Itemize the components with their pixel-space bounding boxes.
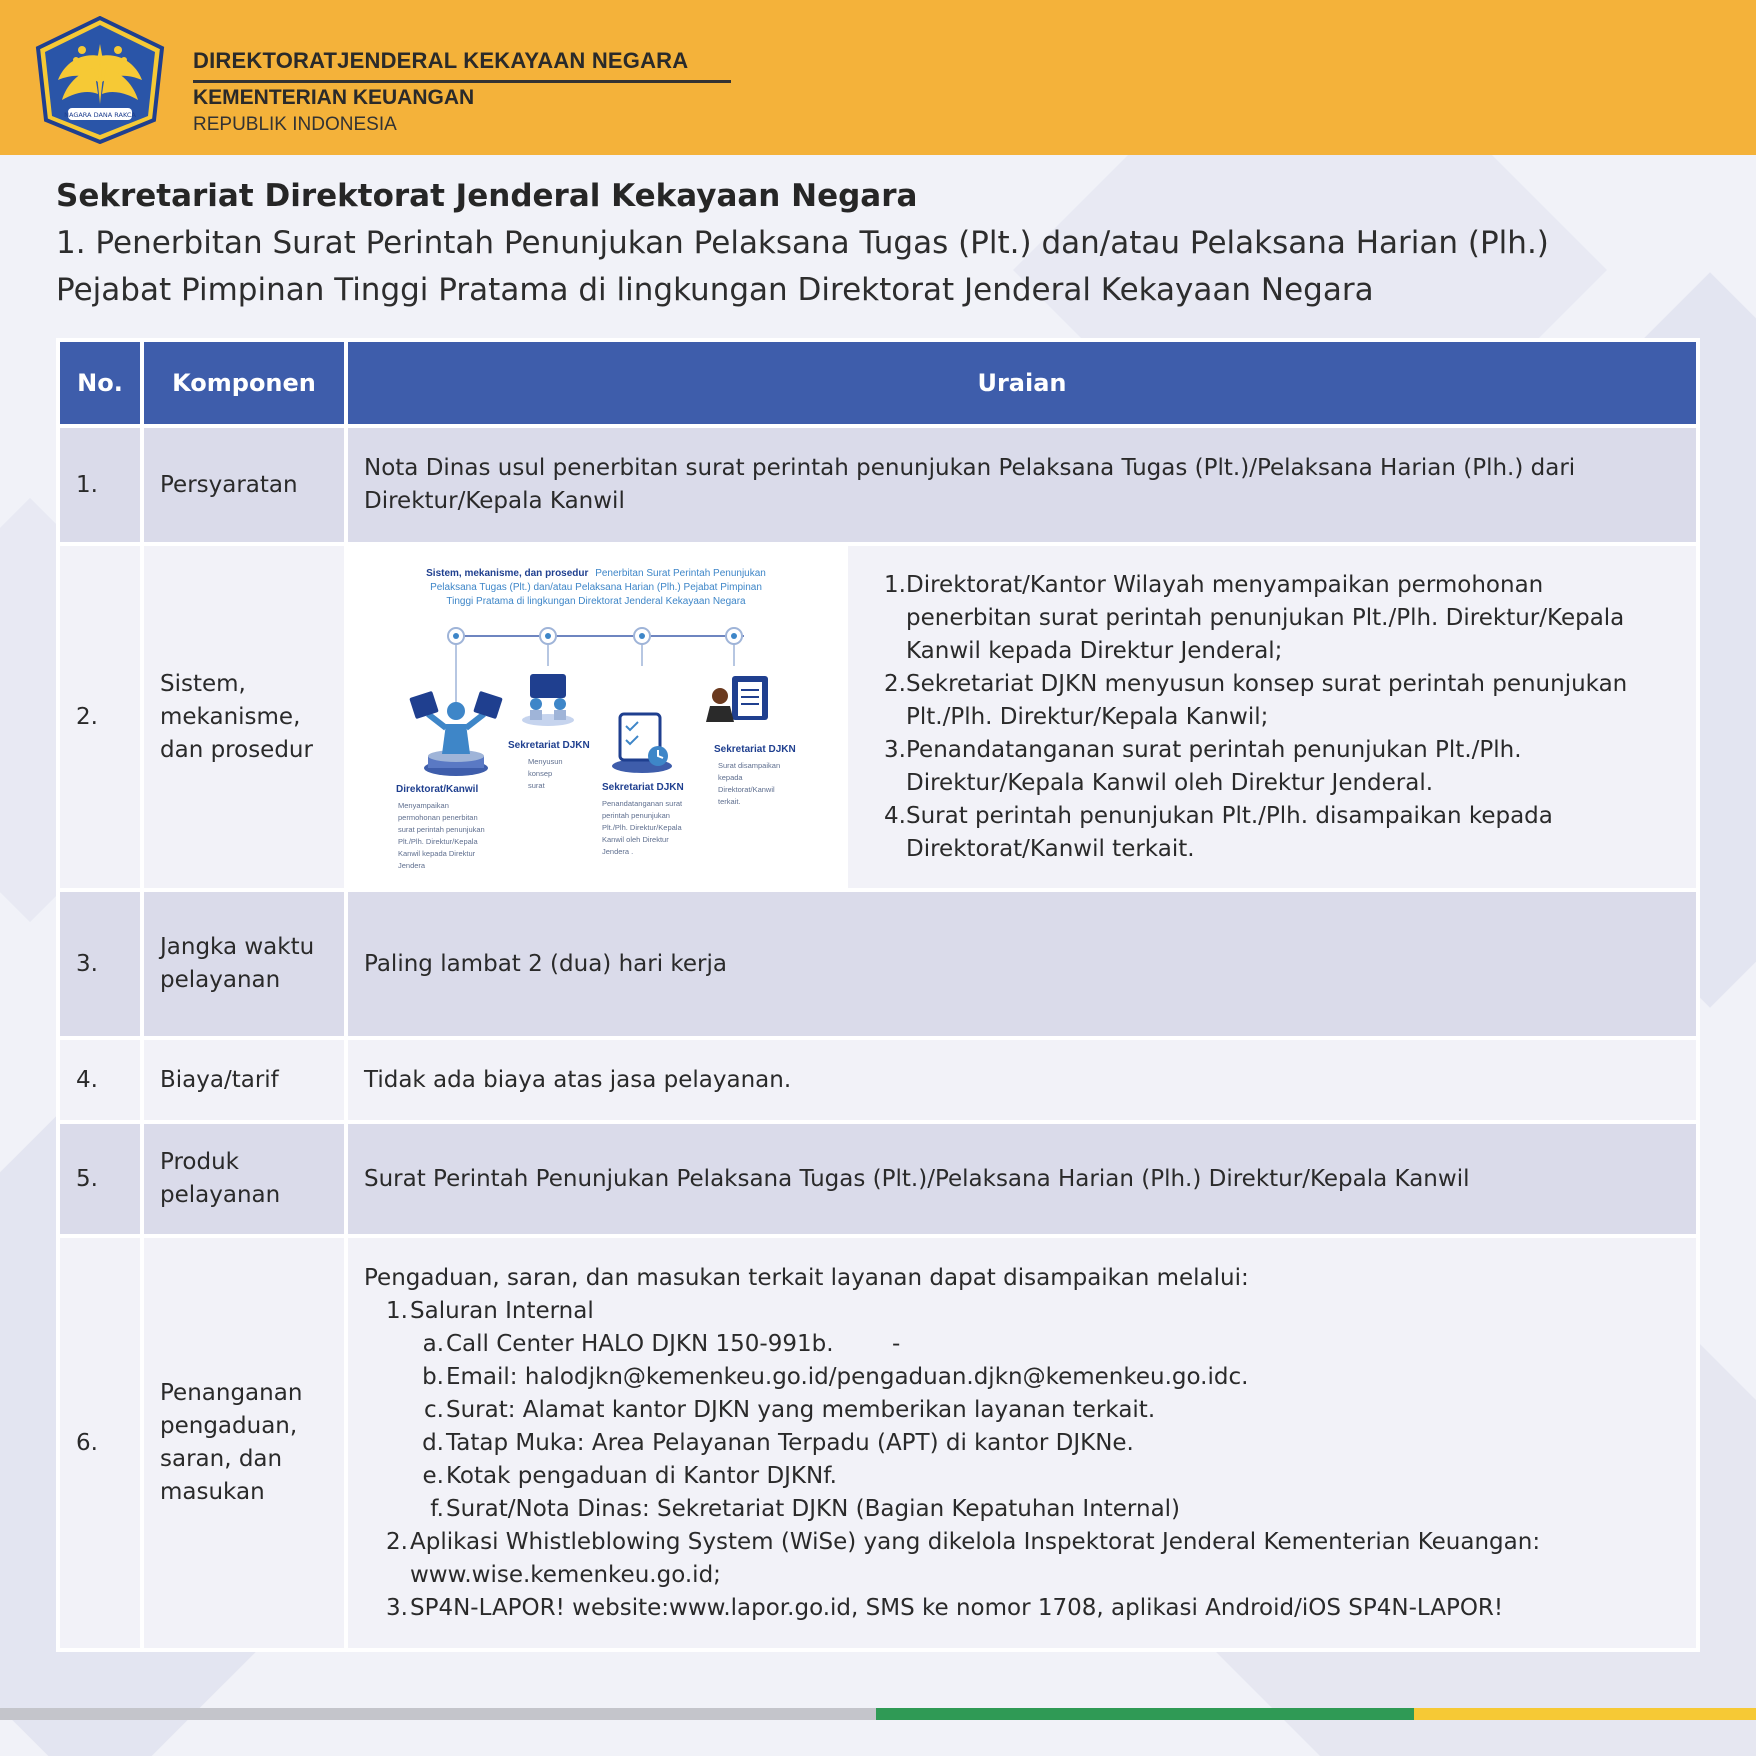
org-name-kemenkeu: KEMENTERIAN KEUANGAN (193, 86, 475, 109)
list-item: a. Call Center HALO DJKN 150-991b. - (422, 1330, 901, 1357)
list-item: c. Surat: Alamat kantor DJKN yang memberikan layanan terkait. (424, 1396, 1156, 1423)
actor-desc-1c: surat perintah penunjukan (398, 825, 485, 834)
row-uraian (348, 1238, 1696, 1648)
svg-text:Sistem, mekanisme, dan prosedu (426, 568, 766, 579)
actor-name-1: Direktorat/Kanwil (396, 784, 479, 795)
procedure-steps-list (882, 569, 1672, 866)
kemenkeu-logo-icon (32, 16, 168, 144)
diagram-title-line3: Tinggi Pratama di lingkungan Direktorat Jenderal Kekayaan Negara (446, 596, 746, 607)
timeline-node-2 (540, 628, 556, 644)
complaint-intro: Pengaduan, saran, dan masukan terkait layanan dapat disampaikan melalui: (364, 1264, 1249, 1291)
list-item: 3. SP4N-LAPOR! website:www.lapor.go.id, SMS ke nomor 1708, aplikasi Android/iOS SP4N-LAPOR! (386, 1594, 1504, 1621)
table-row (60, 892, 1696, 1036)
footer-bar-gray (0, 1708, 876, 1720)
actor-desc-2a: Menyusun (528, 757, 563, 766)
timeline-node-3 (634, 628, 650, 644)
footer-color-bar (0, 1708, 1756, 1720)
title-block (56, 178, 1716, 314)
actor-desc-1a: Menyampaikan (398, 801, 449, 810)
diagram-title-dark: Sistem, mekanisme, dan prosedur (426, 568, 589, 579)
row-no: 1. (60, 428, 140, 542)
actor-name-4: Sekretariat DJKN (714, 744, 796, 755)
list-item: d. Tatap Muka: Area Pelayanan Terpadu (APT) di kantor DJKNe. (422, 1429, 1134, 1456)
actor-desc-3d: Kanwil oleh Direktur (602, 835, 669, 844)
table-row (60, 428, 1696, 542)
header-no: No. (60, 342, 140, 424)
row-uraian: Nota Dinas usul penerbitan surat perintah penunjukan Pelaksana Tugas (Plt.)/Pelaksana Harian (Plh.) dari Direktur/Kepala Kanwil (348, 428, 1696, 542)
actor-desc-3b: perintah penunjukan (602, 811, 670, 820)
diagram-title-line2: Pelaksana Tugas (Plt.) dan/atau Pelaksana Harian (Plh.) Pejabat Pimpinan (430, 582, 762, 593)
row-uraian: Paling lambat 2 (dua) hari kerja (348, 892, 1696, 1036)
actor-name-3: Sekretariat DJKN (602, 782, 684, 793)
actor-desc-3c: Plt./Plh. Direktur/Kepala (602, 823, 682, 832)
logo-motto: NAGARA DANA RAKCA (64, 111, 136, 119)
page-title: Sekretariat Direktorat Jenderal Kekayaan Negara (56, 178, 918, 214)
footer-bar-green (876, 1708, 1414, 1720)
procedure-flow-diagram (348, 546, 844, 888)
timeline-node-1 (448, 628, 464, 644)
list-item: 4. Surat perintah penunjukan Plt./Plh. disampaikan kepada Direktorat/Kanwil terkait. (884, 802, 1553, 862)
actor-desc-1b: permohonan penerbitan (398, 813, 478, 822)
row-komponen: Persyaratan (144, 428, 344, 542)
list-item: 2. Sekretariat DJKN menyusun konsep surat perintah penunjukan Plt./Plh. Direktur/Kepala Kanwil; (884, 670, 1628, 730)
actor-desc-2c: surat (528, 781, 545, 790)
list-item: b. Email: halodjkn@kemenkeu.go.id/pengaduan.djkn@kemenkeu.go.idc. (422, 1363, 1249, 1390)
procedure-diagram (348, 546, 844, 888)
table-row (60, 1040, 1696, 1120)
diagram-title-blue: Penerbitan Surat Perintah Penunjukan (595, 568, 766, 579)
row-no: 6. (60, 1238, 140, 1648)
list-item: 2. Aplikasi Whistleblowing System (WiSe) yang dikelola Inspektorat Jenderal Kementerian Keuangan: www.wise.kemenkeu.go.id; (386, 1528, 1541, 1588)
actor-desc-3e: Jendera . (602, 847, 634, 856)
list-item: 1. Saluran Internal (386, 1297, 594, 1324)
row-komponen: Penanganan pengaduan, saran, dan masukan (144, 1238, 344, 1648)
row-no: 3. (60, 892, 140, 1036)
row-uraian: Surat Perintah Penunjukan Pelaksana Tugas (Plt.)/Pelaksana Harian (Plh.) Direktur/Kepala Kanwil (348, 1124, 1696, 1234)
actor-name-2: Sekretariat DJKN (508, 740, 590, 751)
actor-desc-4d: terkait. (718, 797, 741, 806)
list-item: f. Surat/Nota Dinas: Sekretariat DJKN (Bagian Kepatuhan Internal) (430, 1495, 1181, 1522)
actor-desc-1e: Kanwil kepada Direktur (398, 849, 476, 858)
row-komponen: Biaya/tarif (144, 1040, 344, 1120)
actor-desc-4a: Surat disampaikan (718, 761, 781, 770)
row-komponen: Sistem, mekanisme, dan prosedur (144, 546, 344, 888)
list-item: 3. Penandatanganan surat perintah penunjukan Plt./Plh. Direktur/Kepala Kanwil oleh Direktur Jenderal. (884, 736, 1522, 796)
org-name-djkn: DIREKTORATJENDERAL KEKAYAAN NEGARA (193, 48, 731, 83)
actor-desc-4c: Direktorat/Kanwil (718, 785, 775, 794)
row-komponen: Produk pelayanan (144, 1124, 344, 1234)
list-item: 1. Direktorat/Kantor Wilayah menyampaikan permohonan penerbitan surat perintah penunjukan Plt./Plh. Direktur/Kepala Kanwil kepada Direktur Jenderal; (884, 571, 1625, 664)
service-standard-table (56, 338, 1700, 1652)
row-uraian: Tidak ada biaya atas jasa pelayanan. (348, 1040, 1696, 1120)
actor-desc-4b: kepada (718, 773, 743, 782)
row-no: 4. (60, 1040, 140, 1120)
org-name-republik: REPUBLIK INDONESIA (193, 114, 397, 135)
row-komponen: Jangka waktu pelayanan (144, 892, 344, 1036)
actor-desc-1f: Jendera (398, 861, 426, 870)
procedure-steps (848, 546, 1696, 888)
actor-desc-1d: Plt./Plh. Direktur/Kepala (398, 837, 478, 846)
row-no: 2. (60, 546, 140, 888)
table-row (60, 1238, 1696, 1648)
actor-desc-3a: Penandatanganan surat (602, 799, 683, 808)
table-row (60, 546, 1696, 888)
list-item: e. Kotak pengaduan di Kantor DJKNf. (422, 1462, 837, 1489)
header-banner (0, 0, 1756, 155)
footer-bar-yellow (1414, 1708, 1756, 1720)
actor-desc-2b: konsep (528, 769, 553, 778)
page-subtitle-line2: Pejabat Pimpinan Tinggi Pratama di lingkungan Direktorat Jenderal Kekayaan Negara (56, 272, 1374, 308)
header-komponen: Komponen (144, 342, 344, 424)
timeline-node-4 (726, 628, 742, 644)
row-no: 5. (60, 1124, 140, 1234)
table-header-row (60, 342, 1696, 424)
page-subtitle-line1: 1. Penerbitan Surat Perintah Penunjukan Pelaksana Tugas (Plt.) dan/atau Pelaksana Harian (Plh.) (56, 225, 1549, 261)
table-row (60, 1124, 1696, 1234)
header-uraian: Uraian (348, 342, 1696, 424)
